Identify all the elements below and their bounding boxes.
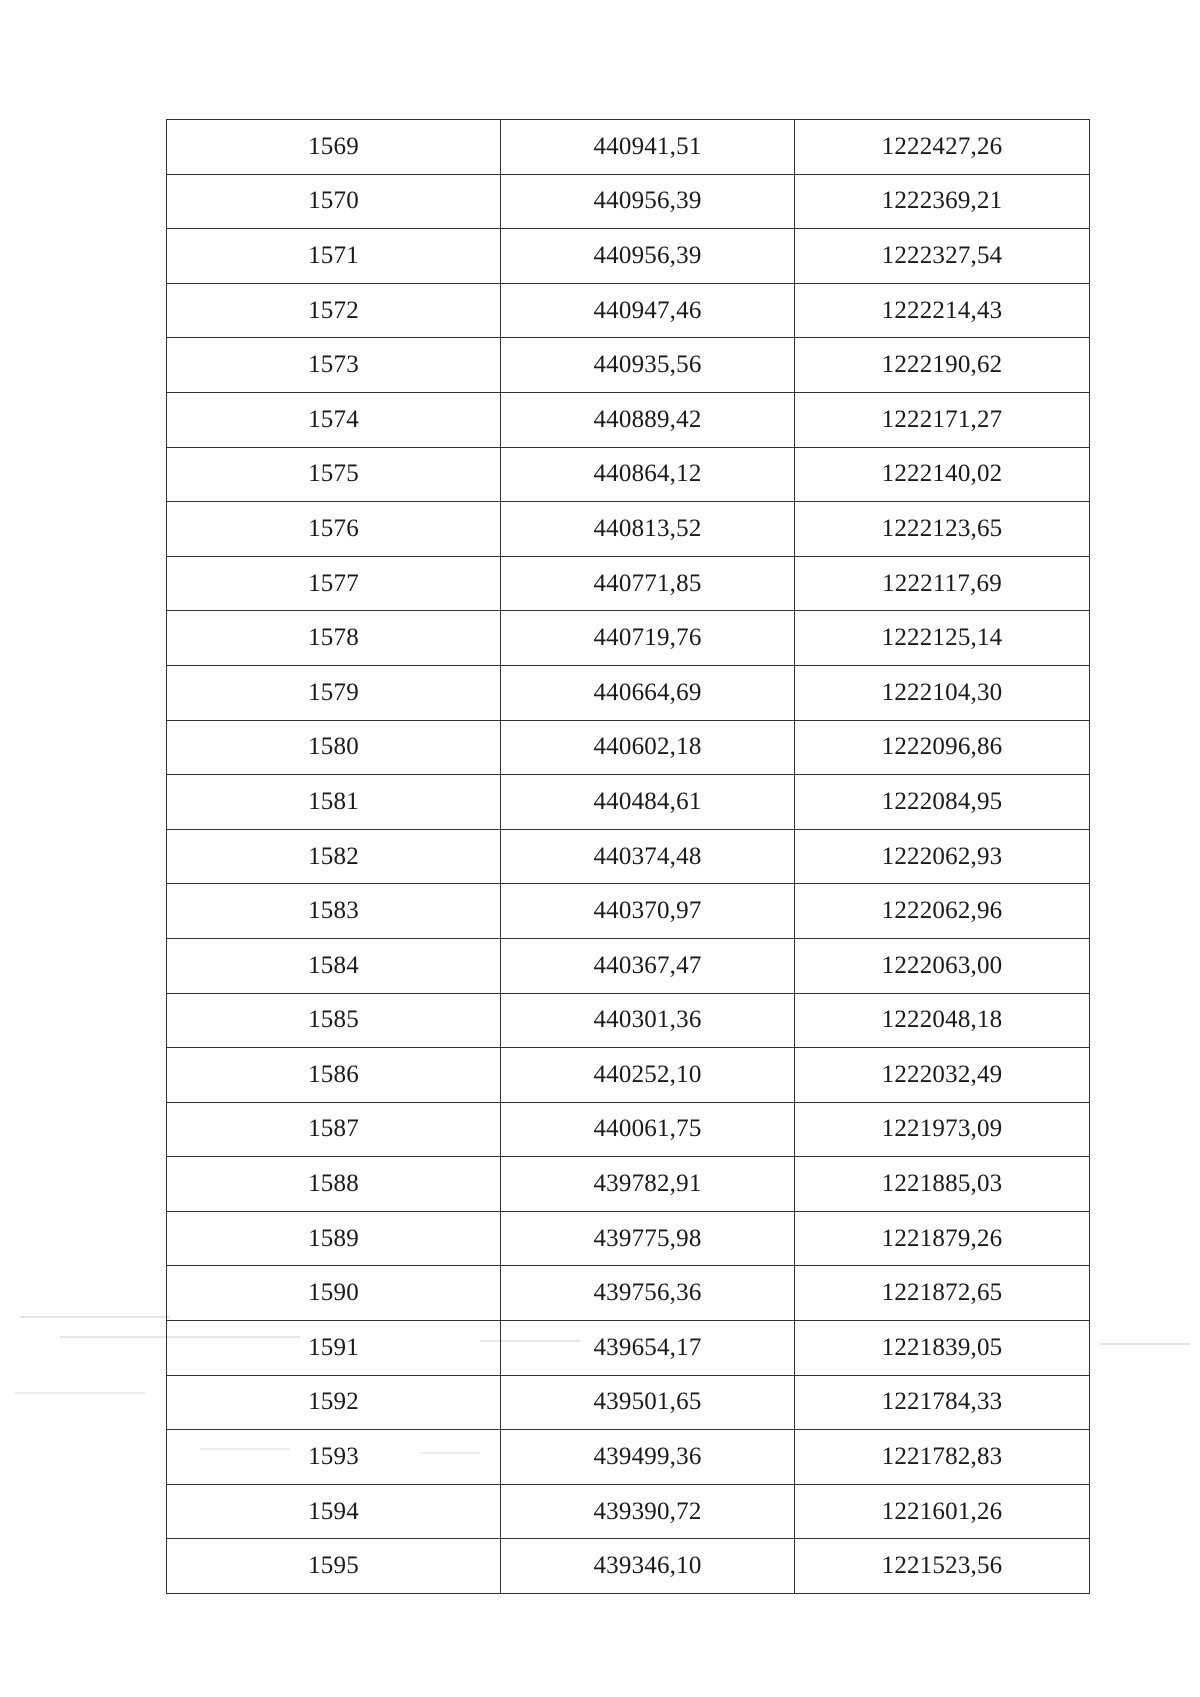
- point-number-cell: 1590: [167, 1266, 501, 1321]
- table-row: [167, 447, 1090, 502]
- table-row: [167, 1375, 1090, 1430]
- table-row: [167, 1266, 1090, 1321]
- x-coordinate-cell: 439390,72: [501, 1484, 795, 1539]
- point-number-cell: 1581: [167, 775, 501, 830]
- y-coordinate-cell: 1221523,56: [795, 1539, 1090, 1594]
- point-number-cell: 1585: [167, 993, 501, 1048]
- point-number-cell: 1578: [167, 611, 501, 666]
- y-coordinate-cell: 1222032,49: [795, 1048, 1090, 1103]
- table-row: [167, 556, 1090, 611]
- table-row: [167, 502, 1090, 557]
- x-coordinate-cell: 440813,52: [501, 502, 795, 557]
- point-number-cell: 1583: [167, 884, 501, 939]
- table-row: [167, 1539, 1090, 1594]
- x-coordinate-cell: 440664,69: [501, 665, 795, 720]
- table-row: [167, 829, 1090, 884]
- table-row: [167, 611, 1090, 666]
- table-row: [167, 120, 1090, 175]
- x-coordinate-cell: 440252,10: [501, 1048, 795, 1103]
- point-number-cell: 1591: [167, 1321, 501, 1376]
- point-number-cell: 1587: [167, 1102, 501, 1157]
- table-row: [167, 174, 1090, 229]
- x-coordinate-cell: 440889,42: [501, 392, 795, 447]
- table-row: [167, 392, 1090, 447]
- x-coordinate-cell: 439775,98: [501, 1211, 795, 1266]
- point-number-cell: 1586: [167, 1048, 501, 1103]
- y-coordinate-cell: 1221885,03: [795, 1157, 1090, 1212]
- x-coordinate-cell: 440370,97: [501, 884, 795, 939]
- x-coordinate-cell: 439782,91: [501, 1157, 795, 1212]
- point-number-cell: 1582: [167, 829, 501, 884]
- y-coordinate-cell: 1222427,26: [795, 120, 1090, 175]
- table-row: [167, 720, 1090, 775]
- table-row: [167, 1157, 1090, 1212]
- x-coordinate-cell: 440947,46: [501, 283, 795, 338]
- point-number-cell: 1589: [167, 1211, 501, 1266]
- y-coordinate-cell: 1221839,05: [795, 1321, 1090, 1376]
- x-coordinate-cell: 440301,36: [501, 993, 795, 1048]
- y-coordinate-cell: 1221784,33: [795, 1375, 1090, 1430]
- x-coordinate-cell: 440374,48: [501, 829, 795, 884]
- table-row: [167, 283, 1090, 338]
- x-coordinate-cell: 440602,18: [501, 720, 795, 775]
- point-number-cell: 1579: [167, 665, 501, 720]
- y-coordinate-cell: 1222369,21: [795, 174, 1090, 229]
- scan-noise-mark: [1100, 1343, 1190, 1345]
- table-row: [167, 1321, 1090, 1376]
- scan-noise-mark: [20, 1316, 170, 1318]
- x-coordinate-cell: 440956,39: [501, 174, 795, 229]
- point-number-cell: 1570: [167, 174, 501, 229]
- y-coordinate-cell: 1222063,00: [795, 938, 1090, 993]
- table-row: [167, 938, 1090, 993]
- table-row: [167, 884, 1090, 939]
- x-coordinate-cell: 440719,76: [501, 611, 795, 666]
- x-coordinate-cell: 440864,12: [501, 447, 795, 502]
- table-row: [167, 665, 1090, 720]
- x-coordinate-cell: 440935,56: [501, 338, 795, 393]
- y-coordinate-cell: 1221872,65: [795, 1266, 1090, 1321]
- y-coordinate-cell: 1221782,83: [795, 1430, 1090, 1485]
- point-number-cell: 1575: [167, 447, 501, 502]
- point-number-cell: 1592: [167, 1375, 501, 1430]
- table-row: [167, 1484, 1090, 1539]
- table-row: [167, 1048, 1090, 1103]
- point-number-cell: 1595: [167, 1539, 501, 1594]
- y-coordinate-cell: 1222171,27: [795, 392, 1090, 447]
- point-number-cell: 1571: [167, 229, 501, 284]
- point-number-cell: 1577: [167, 556, 501, 611]
- y-coordinate-cell: 1222096,86: [795, 720, 1090, 775]
- x-coordinate-cell: 439501,65: [501, 1375, 795, 1430]
- y-coordinate-cell: 1222190,62: [795, 338, 1090, 393]
- point-number-cell: 1580: [167, 720, 501, 775]
- x-coordinate-cell: 440061,75: [501, 1102, 795, 1157]
- table-row: [167, 1430, 1090, 1485]
- x-coordinate-cell: 440484,61: [501, 775, 795, 830]
- x-coordinate-cell: 439756,36: [501, 1266, 795, 1321]
- y-coordinate-cell: 1222062,93: [795, 829, 1090, 884]
- x-coordinate-cell: 439654,17: [501, 1321, 795, 1376]
- x-coordinate-cell: 440956,39: [501, 229, 795, 284]
- y-coordinate-cell: 1222104,30: [795, 665, 1090, 720]
- y-coordinate-cell: 1222140,02: [795, 447, 1090, 502]
- point-number-cell: 1576: [167, 502, 501, 557]
- y-coordinate-cell: 1222062,96: [795, 884, 1090, 939]
- point-number-cell: 1593: [167, 1430, 501, 1485]
- point-number-cell: 1572: [167, 283, 501, 338]
- scan-noise-mark: [15, 1392, 145, 1394]
- table-row: [167, 993, 1090, 1048]
- point-number-cell: 1588: [167, 1157, 501, 1212]
- y-coordinate-cell: 1221879,26: [795, 1211, 1090, 1266]
- point-number-cell: 1574: [167, 392, 501, 447]
- x-coordinate-cell: 440367,47: [501, 938, 795, 993]
- coordinates-table-body: [167, 120, 1090, 1594]
- y-coordinate-cell: 1222048,18: [795, 993, 1090, 1048]
- point-number-cell: 1573: [167, 338, 501, 393]
- y-coordinate-cell: 1222123,65: [795, 502, 1090, 557]
- x-coordinate-cell: 440771,85: [501, 556, 795, 611]
- x-coordinate-cell: 439346,10: [501, 1539, 795, 1594]
- y-coordinate-cell: 1221973,09: [795, 1102, 1090, 1157]
- point-number-cell: 1569: [167, 120, 501, 175]
- table-row: [167, 775, 1090, 830]
- table-row: [167, 1102, 1090, 1157]
- y-coordinate-cell: 1222084,95: [795, 775, 1090, 830]
- point-number-cell: 1584: [167, 938, 501, 993]
- x-coordinate-cell: 440941,51: [501, 120, 795, 175]
- x-coordinate-cell: 439499,36: [501, 1430, 795, 1485]
- y-coordinate-cell: 1222327,54: [795, 229, 1090, 284]
- coordinates-table: [166, 119, 1090, 1594]
- y-coordinate-cell: 1221601,26: [795, 1484, 1090, 1539]
- table-row: [167, 1211, 1090, 1266]
- y-coordinate-cell: 1222125,14: [795, 611, 1090, 666]
- y-coordinate-cell: 1222117,69: [795, 556, 1090, 611]
- y-coordinate-cell: 1222214,43: [795, 283, 1090, 338]
- table-row: [167, 338, 1090, 393]
- point-number-cell: 1594: [167, 1484, 501, 1539]
- table-row: [167, 229, 1090, 284]
